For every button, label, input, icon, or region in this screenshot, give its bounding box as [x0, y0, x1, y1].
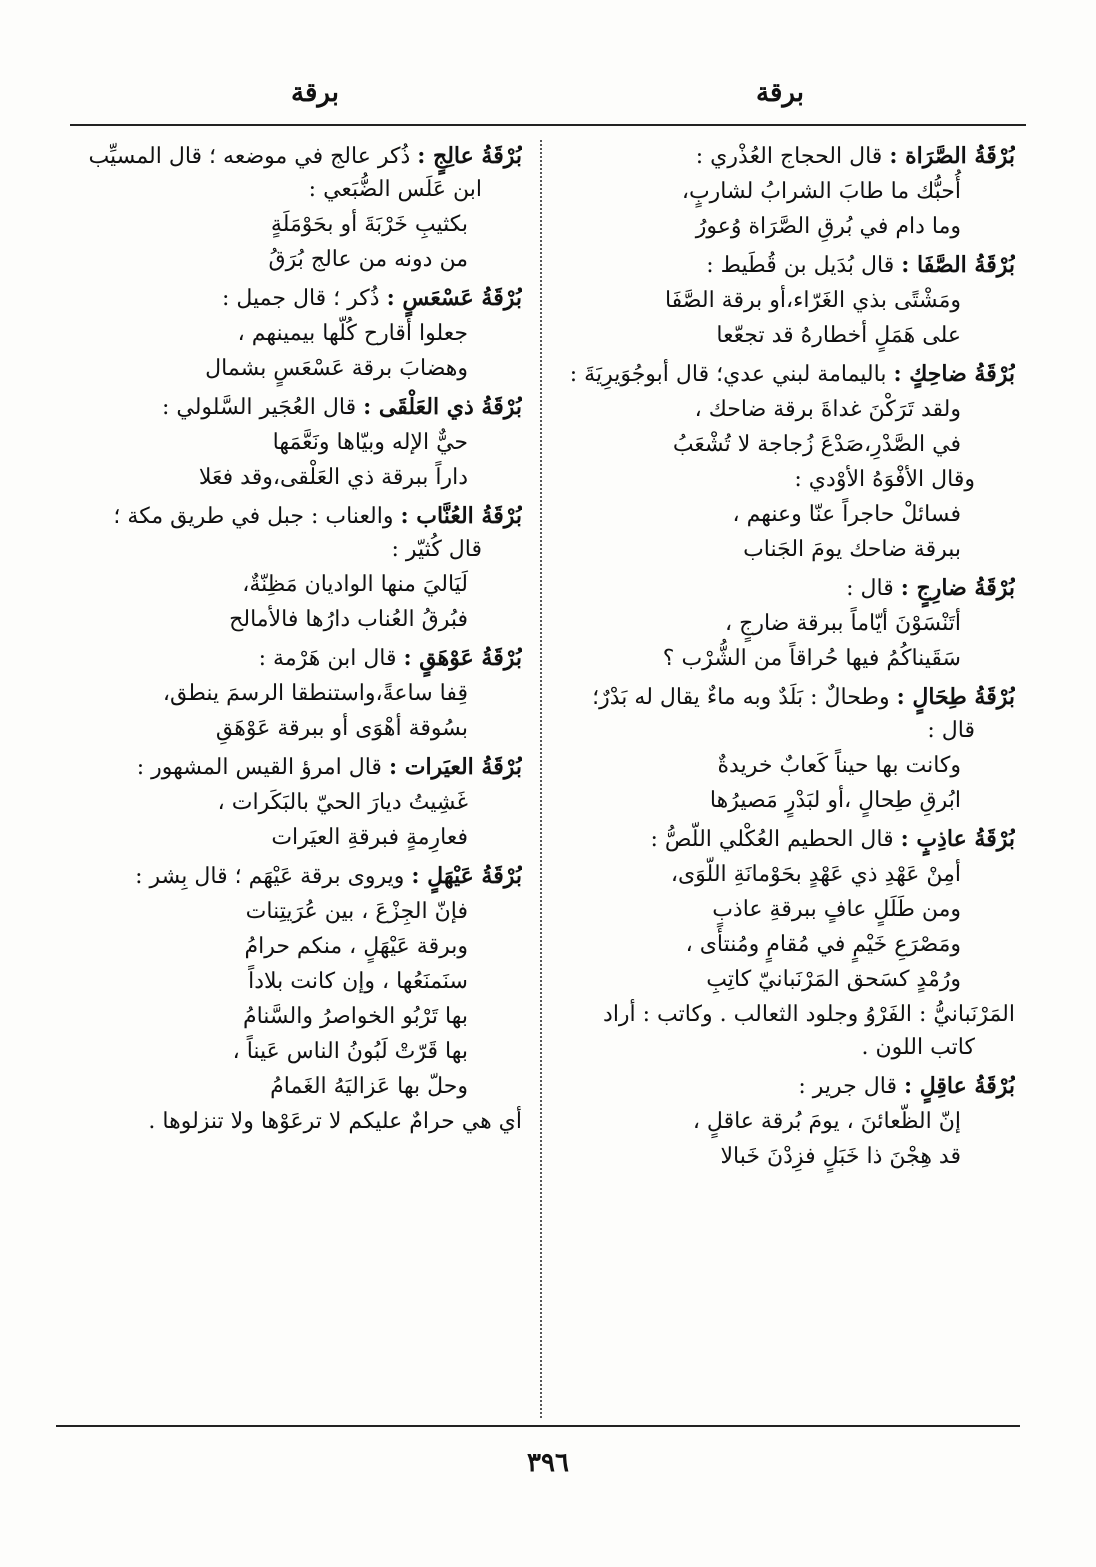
entry — [60, 500, 522, 636]
entry-headword: بُرْقَةُ ذي العَلْقَى : — [363, 394, 522, 420]
entry-text: قال جرير : — [798, 1074, 897, 1099]
entry-text: قال الحجاج العُذْري : — [695, 144, 883, 169]
verse-line: قِفا ساعةً،واستنطقا الرسمَ ينطق، — [162, 681, 468, 706]
entry-headword: بُرْقَةُ الصَّرَاة : — [889, 143, 1015, 169]
entry-headword: بُرْقَةُ الصَّفَا : — [901, 252, 1015, 278]
verse-line: ببرقة ضاحك يومَ الجَناب — [743, 537, 961, 562]
entry — [553, 823, 1015, 1064]
entry-text: ويروى برقة عَيْهَم ؛ قال بِشر : — [135, 864, 405, 889]
entry — [60, 860, 522, 1138]
entry-headword: بُرْقَةُ العيَرات : — [388, 754, 522, 780]
verse-line: أتَنْسَوْنَ أيّاماً ببرقة ضارجٍ ، — [725, 611, 961, 636]
entry-note: المَرْنَبانيُّ : الفَرْوُ وجلود الثعالب . وكاتب : أراد — [603, 1002, 1015, 1027]
verse-line: ولقد تَرَكْنَ غداةَ برقة ضاحك ، — [694, 397, 961, 422]
verse-line: ابُرقِ طِحالٍ ،أو لبَدْرٍ مَصيرُها — [709, 788, 961, 813]
verse-line: حيٌّ الإله وبيّاها ونَعَّمَها — [272, 430, 468, 455]
entry — [553, 249, 1015, 352]
verse-line: فبُرقُ العُناب دارُها فالأمالح — [229, 607, 468, 632]
column-divider — [540, 140, 542, 1418]
entry-text: قال امرؤ القيس المشهور : — [136, 755, 382, 780]
entry — [60, 282, 522, 385]
right-column — [553, 140, 1015, 1420]
header-keyword-left: برقة — [291, 78, 339, 108]
bottom-rule — [56, 1425, 1020, 1427]
entry-text: وطحالٌ : بَلَدٌ وبه ماءٌ يقال له بَدْرٌ؛ — [592, 685, 890, 710]
verse-line: غَشِيتُ ديارَ الحيّ بالبَكَرات ، — [217, 790, 468, 815]
entry-headword: بُرْقَةُ ضاحِكٍ : — [893, 361, 1015, 387]
verse-line: وحلّ بها عَزاليَهُ الغَمامُ — [270, 1074, 468, 1099]
verse-line: وبرقة عَيْهَلٍ ، منكم حرامُ — [244, 934, 468, 959]
verse-line: بكثيبِ خَرْبَةَ أو بحَوْمَلَةٍ — [270, 212, 468, 237]
entry-headword: بُرْقَةُ عاذِبٍ : — [900, 826, 1015, 852]
verse-line: أُحبُّك ما طابَ الشرابُ لشاربٍ، — [681, 179, 961, 204]
verse-line: سنَمنَعُها ، وإن كانت بلاداً — [248, 969, 468, 994]
verse-line: ورُمْدٍ كسَحق المَرْنَبانيّ كاتِبِ — [706, 967, 961, 992]
verse-line: لَيَاليَ منها الواديان مَظِنّةٌ، — [242, 572, 468, 597]
verse-line: فسائلْ حاجراً عنّا وعنهم ، — [732, 502, 961, 527]
entry — [60, 391, 522, 494]
verse-line: بسُوقة أهْوَى أو ببرقة عَوْهَقِ — [215, 716, 468, 741]
verse-line: جعلوا أقارح كُلّها بيمينهم ، — [237, 321, 468, 346]
entry-note: كاتب اللون . — [861, 1035, 975, 1060]
entry-text: قال كُثيّر : — [391, 537, 482, 562]
entry-headword: بُرْقَةُ طِحَالٍ : — [896, 684, 1015, 710]
verse-line: وكانت بها حيناً كَعابٌ خريدةٌ — [717, 753, 961, 778]
header-keyword-right: برقة — [756, 78, 804, 108]
entry — [60, 642, 522, 745]
entry-headword: بُرْقَةُ عَيْهَلٍ : — [411, 863, 522, 889]
verse-line: من دونه من عالج بُرَقُ — [268, 247, 468, 272]
entry — [60, 140, 522, 276]
entry — [553, 1070, 1015, 1173]
entry — [553, 140, 1015, 243]
entry — [553, 572, 1015, 675]
entry-text: ابن عَلَس الضُّبَعي : — [308, 177, 482, 202]
verse-line: على هَمَلٍ أخطارهُ قد تجعّعا — [716, 323, 961, 348]
verse-line: وما دام في بُرقِ الصَّرَاة وُعورُ — [695, 214, 961, 239]
verse-line: بها تَرْبُو الخواصرُ والسَّنامُ — [242, 1004, 468, 1029]
verse-line: بها قَرّتْ لَبُونُ الناس عَيناً ، — [232, 1039, 468, 1064]
entry-headword: بُرْقَةُ عالِجٍ : — [417, 143, 522, 169]
entry-headword: بُرْقَةُ العُنَّاب : — [400, 503, 522, 529]
entry-text: قال ابن هَرْمة : — [258, 646, 397, 671]
verse-line: ومن طَلَلٍ عافٍ ببرقةِ عاذب — [712, 897, 961, 922]
entry — [553, 358, 1015, 566]
verse-line: فعارِمةٍ فبرقةِ العيَرات — [271, 825, 468, 850]
verse-line: داراً ببرقة ذي العَلْقى،وقد فعَلا — [198, 465, 468, 490]
entry-text: قال : — [846, 576, 894, 601]
entry-text: قال الحطيم العُكْلي اللّصُّ : — [650, 827, 894, 852]
entry-headword: بُرْقَةُ ضارِجٍ : — [900, 575, 1015, 601]
verse-line: في الصَّدْرِ،صَدْعَ زُجاجة لا تُشْعَبُ — [672, 432, 961, 457]
verse-line: إنّ الظّعائنَ ، يومَ بُرقة عاقلٍ ، — [692, 1109, 961, 1134]
entry — [553, 681, 1015, 817]
entry-note: أي هي حرامٌ عليكم لا ترعَوْها ولا تنزلوها . — [148, 1109, 522, 1134]
verse-line: سَقَيناكُمُ فيها حُراقاً من الشُّرْب ؟ — [662, 646, 961, 671]
verse-line: ومَصْرَعِ خَيْمٍ في مُقامٍ ومُنتأًى ، — [685, 932, 961, 957]
top-rule — [70, 124, 1026, 126]
entry-text: ذُكر عالج في موضعه ؛ قال المسيِّب — [88, 144, 411, 169]
verse-line: وهضابَ برقة عَسْعَسٍ بشمال — [205, 356, 468, 381]
verse-line: أمِنْ عَهْدِ ذي عَهْدٍ بحَوْمانَةِ اللّوَى، — [670, 862, 961, 887]
entry-text: قال العُجَير السَّلولي : — [161, 395, 357, 420]
entry-headword: بُرْقَةُ عَسْعَسٍ : — [386, 285, 522, 311]
entry-text: وقال الأفْوَهُ الأوْدي : — [794, 467, 975, 492]
left-column — [60, 140, 522, 1420]
entry — [60, 751, 522, 854]
entry-headword: بُرْقَةُ عَوْهَقٍ : — [403, 645, 522, 671]
entry-text: والعناب : جبل في طريق مكة ؛ — [113, 504, 394, 529]
verse-line: قد هِجْنَ ذا خَبَلٍ فزِدْنَ خَبالا — [720, 1144, 961, 1169]
entry-text: قال : — [927, 718, 975, 743]
verse-line: فإنّ الجِزْعَ ، بين عُرَيتِنات — [245, 899, 468, 924]
verse-line: ومَشْتًى بذي الغَرّاء،أو برقة الصَّفَا — [664, 288, 961, 313]
entry-text: باليمامة لبني عدي؛ قال أبوجُوَيرِيَةَ : — [569, 362, 887, 387]
entry-headword: بُرْقَةُ عاقِلٍ : — [903, 1073, 1015, 1099]
entry-text: قال بُدَيل بن قُطَيط : — [706, 253, 895, 278]
entry-text: ذُكر ؛ قال جميل : — [221, 286, 380, 311]
page-number: ٣٩٦ — [527, 1448, 569, 1478]
